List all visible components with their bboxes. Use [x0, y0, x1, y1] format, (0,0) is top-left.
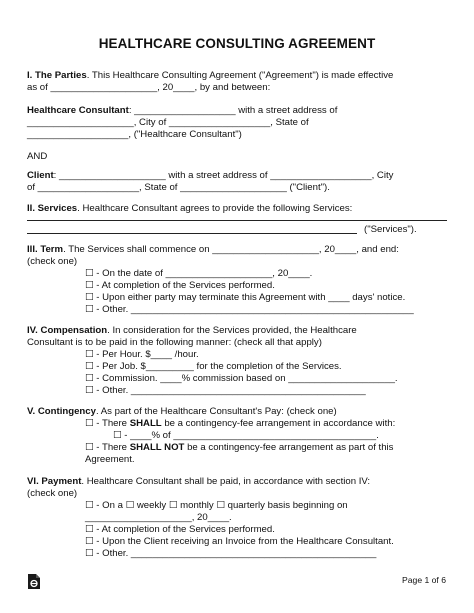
payment-heading: VI. Payment — [27, 476, 82, 487]
contingency-option-1[interactable]: ☐ - There SHALL be a contingency-fee arrangement in accordance with: — [85, 418, 396, 429]
term-heading: III. Term — [27, 244, 64, 255]
eforms-logo-icon — [27, 574, 41, 590]
payment-option-1[interactable]: ☐ - On a ☐ weekly ☐ monthly ☐ quarterly basis beginning on — [85, 500, 348, 511]
term-line-1: III. Term. The Services shall commence on ____________________, 20____, and end: — [27, 244, 399, 255]
parties-line-2: as of ____________________, 20____, by and between: — [27, 82, 271, 93]
compensation-option-1[interactable]: ☐ - Per Hour. $____ /hour. — [85, 349, 199, 360]
parties-line-1: I. The Parties. This Healthcare Consulting Agreement ("Agreement") is made effective — [27, 70, 394, 81]
payment-option-4[interactable]: ☐ - Other. ______________________________________________ — [85, 548, 377, 559]
compensation-heading: IV. Compensation — [27, 325, 108, 336]
parties-line-4: ____________________, City of ___________________, State of — [27, 117, 309, 128]
payment-option-1-cont: ____________________, 20____. — [85, 512, 232, 523]
compensation-option-3[interactable]: ☐ - Commission. ____% commission based on ____________________. — [85, 373, 398, 384]
contingency-line-1: V. Contingency. As part of the Healthcare Consultant's Pay: (check one) — [27, 406, 337, 417]
payment-option-2[interactable]: ☐ - At completion of the Services performed. — [85, 524, 275, 535]
compensation-line-2: Consultant is to be paid in the following manner: (check all that apply) — [27, 337, 322, 348]
contingency-option-2-cont: Agreement. — [85, 454, 135, 465]
services-line-1: II. Services. Healthcare Consultant agrees to provide the following Services: — [27, 203, 353, 214]
contingency-heading: V. Contingency — [27, 406, 96, 417]
contingency-option-2[interactable]: ☐ - There SHALL NOT be a contingency-fee arrangement as part of this — [85, 442, 394, 453]
term-option-1[interactable]: ☐ - On the date of ____________________, 20____. — [85, 268, 313, 279]
compensation-option-2[interactable]: ☐ - Per Job. $_________ for the completion of the Services. — [85, 361, 342, 372]
parties-line-7: of ___________________, State of ____________________ ("Client"). — [27, 182, 330, 193]
parties-line-5: ___________________, ("Healthcare Consultant") — [27, 129, 242, 140]
term-option-2[interactable]: ☐ - At completion of the Services performed. — [85, 280, 275, 291]
contingency-option-1-sub[interactable]: ☐ - ____% of ______________________________________. — [113, 430, 379, 441]
client-label: Client — [27, 170, 54, 181]
term-option-4[interactable]: ☐ - Other. _____________________________________________________ — [85, 304, 414, 315]
document-title: HEALTHCARE CONSULTING AGREEMENT — [98, 36, 376, 51]
parties-line-3: Healthcare Consultant: ___________________ with a street address of — [27, 105, 338, 116]
services-heading: II. Services — [27, 203, 78, 214]
compensation-option-4[interactable]: ☐ - Other. ____________________________________________ — [85, 385, 366, 396]
services-line-2: ("Services"). — [364, 224, 417, 235]
parties-heading: I. The Parties — [27, 70, 87, 81]
page-number: Page 1 of 6 — [402, 575, 446, 585]
parties-line-6: Client: ____________________ with a street address of ___________________, City — [27, 170, 394, 181]
term-line-2: (check one) — [27, 256, 78, 267]
parties-and: AND — [27, 151, 48, 162]
payment-line-2: (check one) — [27, 488, 78, 499]
services-blank-line-2 — [27, 233, 357, 234]
services-blank-line — [27, 220, 447, 221]
payment-option-3[interactable]: ☐ - Upon the Client receiving an Invoice from the Healthcare Consultant. — [85, 536, 394, 547]
compensation-line-1: IV. Compensation. In consideration for the Services provided, the Healthcare — [27, 325, 357, 336]
term-option-3[interactable]: ☐ - Upon either party may terminate this Agreement with ____ days' notice. — [85, 292, 406, 303]
payment-line-1: VI. Payment. Healthcare Consultant shall be paid, in accordance with section IV: — [27, 476, 371, 487]
consultant-label: Healthcare Consultant — [27, 105, 129, 116]
